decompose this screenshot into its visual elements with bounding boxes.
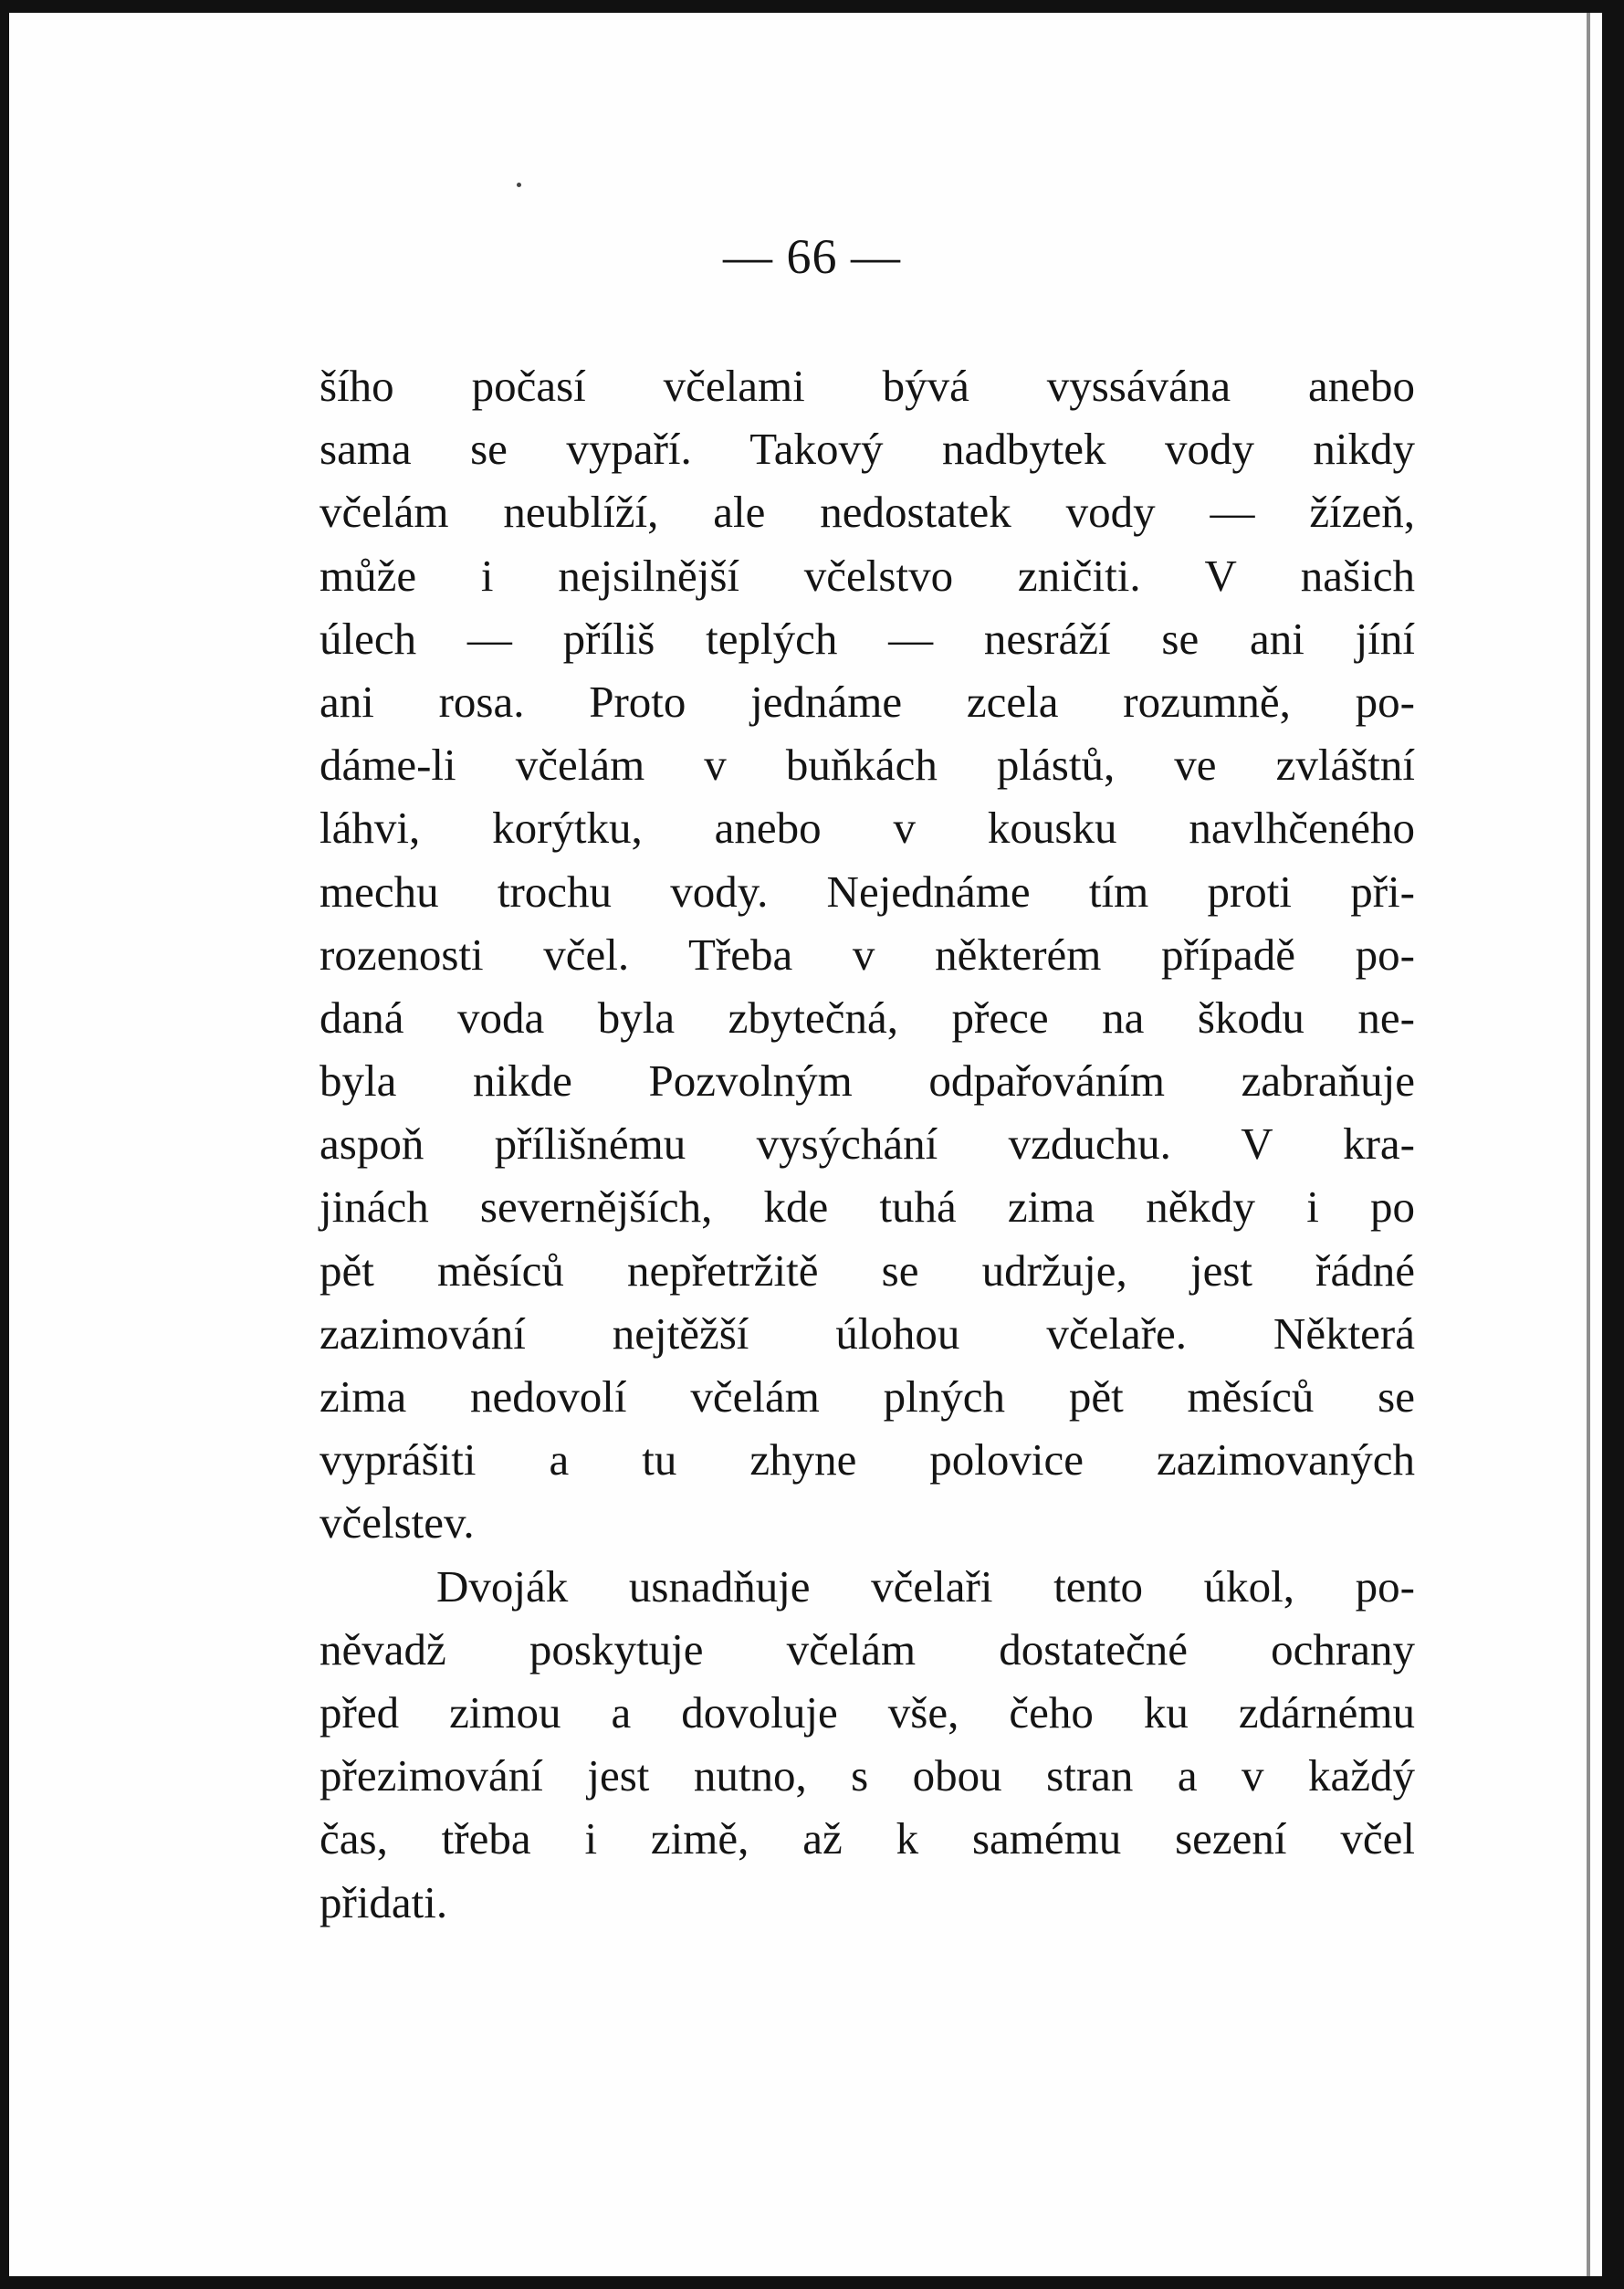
text-line: byla nikde Pozvolným odpařováním zabraňuje	[320, 1055, 1415, 1107]
text-line: něvadž poskytuje včelám dostatečné ochrany	[320, 1623, 1415, 1675]
scan-border-right	[1602, 0, 1624, 2289]
text-line: daná voda byla zbytečná, přece na škodu ne-	[320, 992, 1415, 1043]
text-line: vyprášiti a tu zhyne polovice zazimovaných	[320, 1434, 1415, 1486]
text-line: jinách severnějších, kde tuhá zima někdy i po	[320, 1181, 1415, 1233]
scan-border-bottom	[0, 2276, 1624, 2289]
paragraph-1	[320, 354, 1415, 1555]
scan-border-left	[0, 0, 9, 2289]
text-line: pět měsíců nepřetržitě se udržuje, jest řádné	[320, 1244, 1415, 1296]
text-line: Dvoják usnadňuje včelaři tento úkol, po-	[436, 1560, 1415, 1612]
text-line: rozenosti včel. Třeba v některém případě po-	[320, 929, 1415, 980]
text-line: přezimování jest nutno, s obou stran a v každý	[320, 1750, 1415, 1801]
text-line: čas, třeba i zimě, až k samému sezení včel	[320, 1813, 1415, 1864]
body-text	[320, 354, 1415, 1934]
text-line: přidati.	[320, 1876, 448, 1927]
scan-border-top	[0, 0, 1624, 13]
text-line: zima nedovolí včelám plných pět měsíců se	[320, 1371, 1415, 1422]
text-line: včelám neublíží, ale nedostatek vody — žízeň,	[320, 487, 1415, 538]
text-line: včelstev.	[320, 1497, 475, 1549]
text-line: úlech — příliš teplých — nesráží se ani jíní	[320, 613, 1415, 664]
text-line: láhvi, korýtku, anebo v kousku navlhčeného	[320, 803, 1415, 854]
text-line: zazimování nejtěžší úlohou včelaře. Některá	[320, 1307, 1415, 1359]
text-line: aspoň přílišnému vysýchání vzduchu. V kra-	[320, 1118, 1415, 1170]
page-number: — 66 —	[723, 229, 901, 284]
dust-speck	[517, 183, 521, 187]
scan-shadow-line	[1587, 13, 1590, 2276]
text-line: šího počasí včelami bývá vyssávána anebo	[320, 361, 1415, 411]
text-line: dáme-li včelám v buňkách plástů, ve zvláštní	[320, 740, 1415, 791]
text-line: může i nejsilnější včelstvo zničiti. V našich	[320, 550, 1415, 601]
text-line: sama se vypaří. Takový nadbytek vody nikdy	[320, 424, 1415, 475]
text-line: mechu trochu vody. Nejednáme tím proti při-	[320, 866, 1415, 917]
paragraph-2	[320, 1555, 1415, 1934]
text-line: před zimou a dovoluje vše, čeho ku zdárnému	[320, 1686, 1415, 1738]
text-line: ani rosa. Proto jednáme zcela rozumně, po-	[320, 676, 1415, 727]
